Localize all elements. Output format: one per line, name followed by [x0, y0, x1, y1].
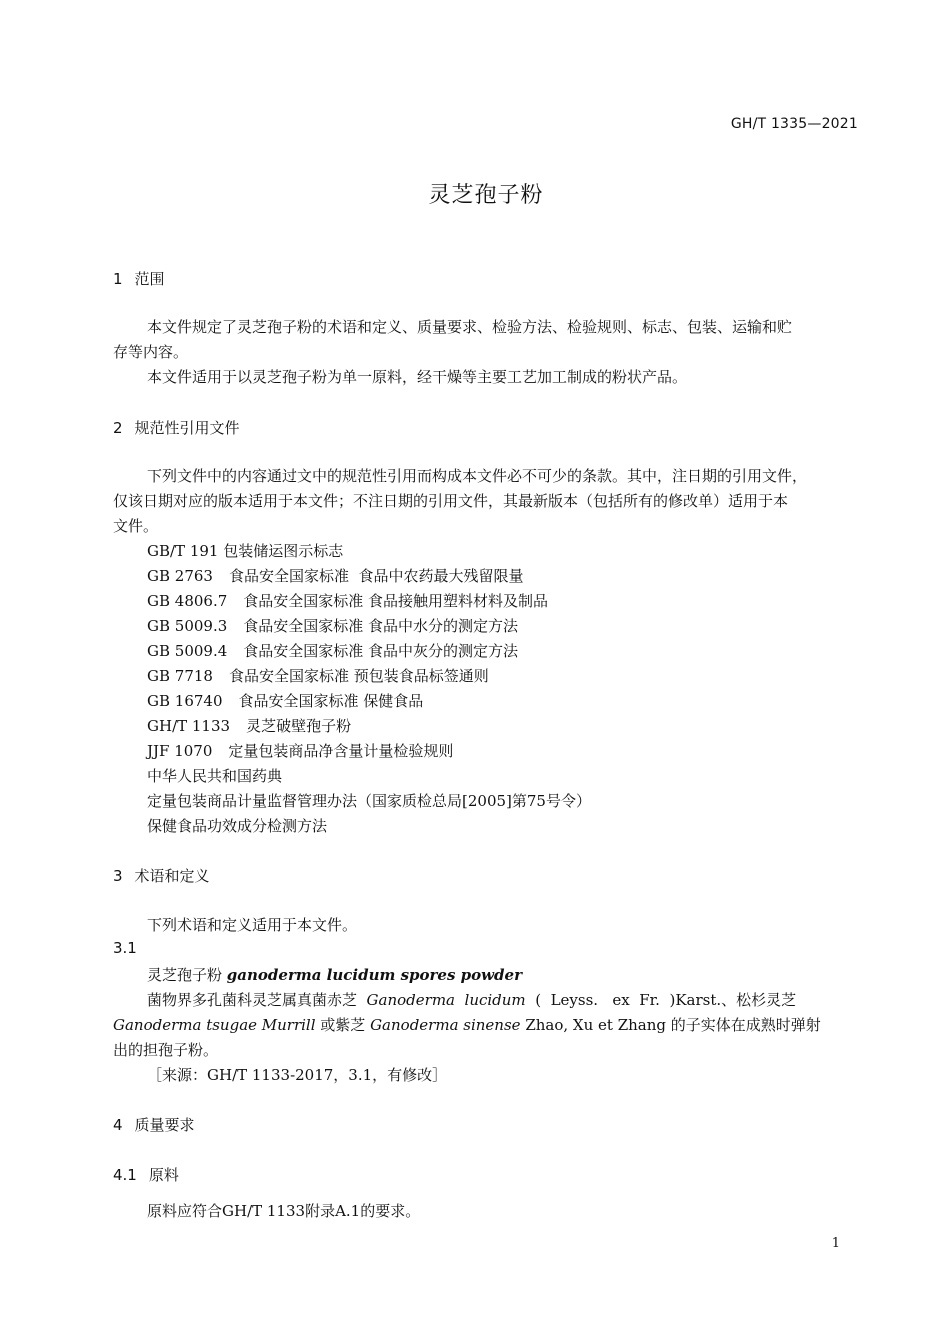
reference-code: GB/T 191	[147, 542, 219, 560]
section-1-para1-line2: 存等内容。	[113, 343, 189, 361]
reference-title: 定量包装商品计量监督管理办法（国家质检总局[2005]第75号令）	[147, 792, 591, 810]
term-definition-line2	[113, 1014, 821, 1035]
standard-number: GH/T 1335—2021	[730, 116, 858, 132]
reference-code: GB 5009.3	[147, 617, 228, 635]
reference-title: 保健食品功效成分检测方法	[147, 817, 328, 835]
term-source: ［来源：GH/T 1133-2017，3.1，有修改］	[147, 1066, 448, 1084]
term-chinese: 灵芝孢子粉	[147, 966, 223, 984]
section-4-heading	[113, 1114, 195, 1135]
subsection-4-1-text: 原料应符合GH/T 1133附录A.1的要求。	[147, 1202, 421, 1220]
document-title: 灵芝孢子粉	[428, 183, 544, 208]
reference-item	[147, 565, 524, 586]
section-2-intro-line1: 下列文件中的内容通过文中的规范性引用而构成本文件必不可少的条款。其中，注日期的引用文件，	[147, 467, 808, 485]
reference-item	[147, 590, 548, 611]
section-2-heading	[113, 417, 240, 438]
reference-item	[147, 740, 453, 761]
section-title: 质量要求	[134, 1116, 195, 1134]
reference-item	[147, 615, 518, 636]
reference-code: GH/T 1133	[147, 717, 231, 735]
section-title: 范围	[134, 270, 165, 288]
reference-code: GB 4806.7	[147, 592, 228, 610]
definition-text: 菌物界多孔菌科灵芝属真菌赤芝	[147, 991, 367, 1009]
reference-title: 中华人民共和国药典	[147, 767, 283, 785]
subsection-title: 原料	[148, 1166, 179, 1184]
section-title: 术语和定义	[134, 867, 210, 885]
reference-item	[147, 765, 282, 786]
reference-item	[147, 715, 351, 736]
reference-title: 食品安全国家标准 预包装食品标签通则	[228, 667, 489, 685]
definition-text: 或紫芝	[315, 1016, 371, 1034]
section-2-intro-line3: 文件。	[113, 517, 159, 535]
reference-item	[147, 640, 518, 661]
reference-item	[147, 790, 591, 811]
reference-code: GB 5009.4	[147, 642, 228, 660]
term-definition-line1	[147, 989, 796, 1010]
subsection-number: 4.1	[113, 1166, 137, 1184]
section-1-para2: 本文件适用于以灵芝孢子粉为单一原料，经干燥等主要工艺加工制成的粉状产品。	[147, 368, 688, 386]
species-name: Ganoderma lucidum	[366, 991, 526, 1009]
reference-item	[147, 690, 423, 711]
section-3-heading	[113, 865, 210, 886]
species-name: Ganoderma sinense	[370, 1016, 521, 1034]
section-2-intro-line2: 仅该日期对应的版本适用于本文件；不注日期的引用文件，其最新版本（包括所有的修改单）适用于本	[113, 492, 789, 510]
definition-text: ( Leyss. ex Fr. )Karst.、松杉灵芝	[525, 991, 797, 1009]
term-definition-line3: 出的担孢子粉。	[113, 1041, 219, 1059]
section-number: 1	[113, 270, 123, 288]
reference-code: JJF 1070	[147, 742, 213, 760]
reference-code: GB 7718	[147, 667, 213, 685]
reference-title: 包装储运图示标志	[223, 542, 344, 560]
section-title: 规范性引用文件	[134, 419, 240, 437]
reference-item	[147, 815, 327, 836]
section-number: 4	[113, 1116, 123, 1134]
reference-title: 食品安全国家标准 食品中水分的测定方法	[243, 617, 519, 635]
reference-title: 食品安全国家标准 食品接触用塑料材料及制品	[243, 592, 549, 610]
section-number: 3	[113, 867, 123, 885]
reference-code: GB 16740	[147, 692, 223, 710]
section-number: 2	[113, 419, 123, 437]
reference-title: 定量包装商品净含量计量检验规则	[228, 742, 454, 760]
reference-title: 食品安全国家标准 食品中农药最大残留限量	[228, 567, 524, 585]
reference-code: GB 2763	[147, 567, 213, 585]
term-english: ganoderma lucidum spores powder	[226, 966, 522, 984]
section-3-intro: 下列术语和定义适用于本文件。	[147, 916, 358, 934]
term-entry	[147, 964, 522, 985]
reference-item	[147, 540, 343, 561]
subsection-4-1-heading	[113, 1164, 179, 1185]
page-number: 1	[831, 1236, 840, 1251]
reference-title: 食品安全国家标准 保健食品	[238, 692, 424, 710]
species-name: Ganoderma tsugae Murrill	[113, 1016, 316, 1034]
definition-text: Zhao, Xu et Zhang 的子实体在成熟时弹射	[520, 1016, 821, 1034]
reference-title: 灵芝破壁孢子粉	[246, 717, 352, 735]
reference-title: 食品安全国家标准 食品中灰分的测定方法	[243, 642, 519, 660]
section-1-heading	[113, 268, 165, 289]
reference-item	[147, 665, 489, 686]
term-number: 3.1	[113, 939, 137, 957]
section-1-para1-line1: 本文件规定了灵芝孢子粉的术语和定义、质量要求、检验方法、检验规则、标志、包装、运输和贮	[147, 318, 793, 336]
